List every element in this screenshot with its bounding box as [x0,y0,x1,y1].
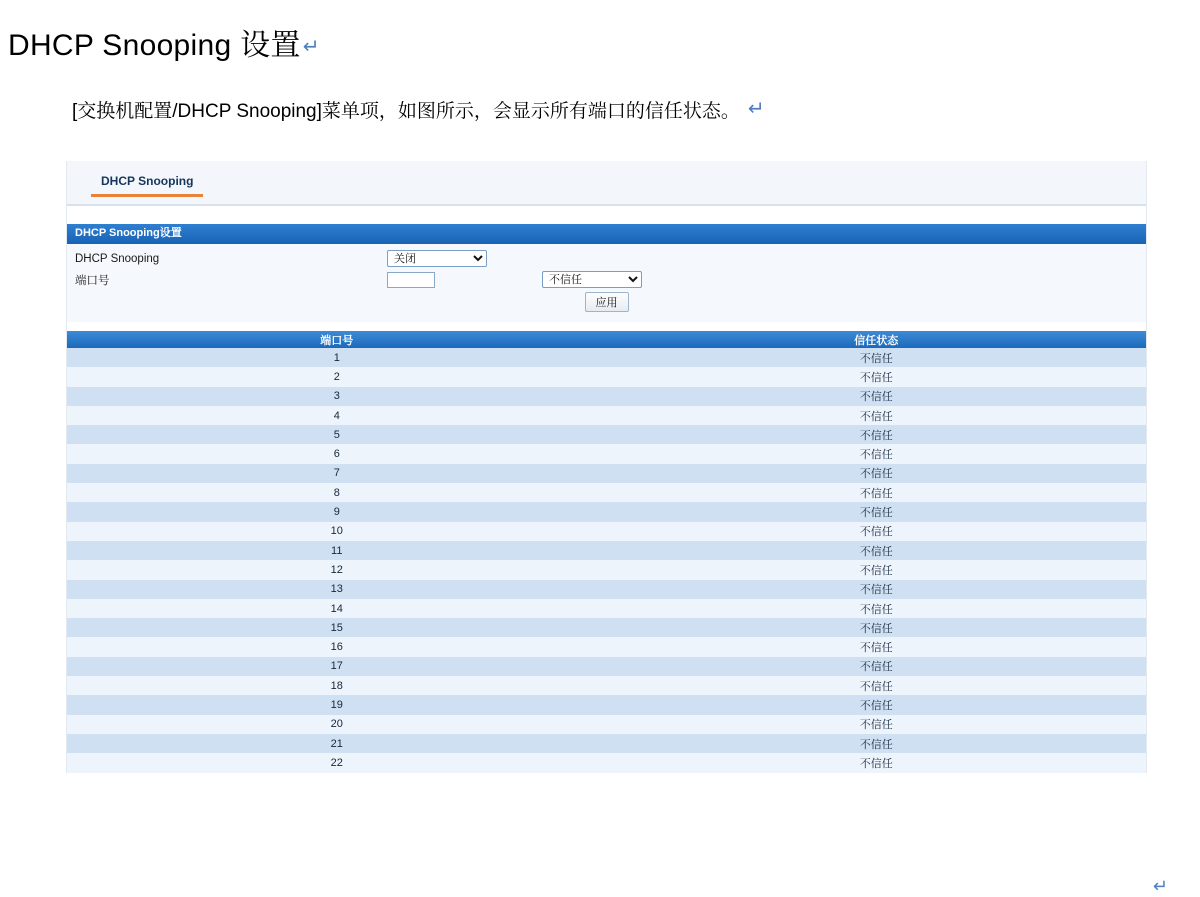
cell-trust-state: 不信任 [607,599,1147,618]
cell-trust-state: 不信任 [607,676,1147,695]
table-row [67,522,1146,541]
cell-port-number: 10 [67,522,607,541]
cell-port-number: 3 [67,387,607,406]
port-input-wrap [387,272,542,288]
cell-port-number: 21 [67,734,607,753]
cell-port-number: 7 [67,464,607,483]
table-body [67,348,1146,773]
embedded-screenshot [0,161,1200,896]
intro-paragraph-text: [交换机配置/DHCP Snooping]菜单项，如图所示，会显示所有端口的信任状态。 [72,101,740,122]
port-label: 端口号 [75,274,110,287]
cell-port-number: 19 [67,695,607,714]
table-row [67,387,1146,406]
trust-state-control [542,271,702,288]
table-row [67,560,1146,579]
cell-trust-state: 不信任 [607,637,1147,656]
cell-port-number: 18 [67,676,607,695]
tab-dhcp-snooping[interactable]: DHCP Snooping [91,171,203,197]
cell-trust-state: 不信任 [607,406,1147,425]
page-title [8,20,1200,64]
table-row [67,715,1146,734]
table-row [67,348,1146,367]
cell-trust-state: 不信任 [607,348,1147,367]
paragraph-mark-icon: ↵ [302,36,320,58]
cell-trust-state: 不信任 [607,657,1147,676]
table-row [67,367,1146,386]
table-row [67,425,1146,444]
cell-trust-state: 不信任 [607,580,1147,599]
table-row [67,444,1146,463]
table-row [67,541,1146,560]
switch-web-ui [66,161,1147,773]
table-row [67,599,1146,618]
table-row [67,695,1146,714]
cell-port-number: 8 [67,483,607,502]
trust-state-select[interactable] [542,271,642,288]
app-header [67,161,1146,206]
cell-port-number: 1 [67,348,607,367]
table-row [67,580,1146,599]
cell-port-number: 20 [67,715,607,734]
column-header-port: 端口号 [67,331,607,348]
page-title-text: DHCP Snooping 设置 [8,29,301,62]
cell-trust-state: 不信任 [607,560,1147,579]
cell-port-number: 5 [67,425,607,444]
cell-trust-state: 不信任 [607,695,1147,714]
table-row [67,483,1146,502]
cell-trust-state: 不信任 [607,734,1147,753]
cell-trust-state: 不信任 [607,715,1147,734]
table-gap [67,322,1146,331]
cell-trust-state: 不信任 [607,541,1147,560]
port-trust-table [67,331,1146,773]
cell-port-number: 2 [67,367,607,386]
table-row [67,464,1146,483]
cell-port-number: 12 [67,560,607,579]
form-row-port [67,269,1146,290]
cell-port-number: 17 [67,657,607,676]
paragraph-mark-icon: ↵ [1152,876,1168,896]
cell-trust-state: 不信任 [607,464,1147,483]
table-row [67,734,1146,753]
cell-port-number: 14 [67,599,607,618]
cell-port-number: 13 [67,580,607,599]
cell-port-number: 6 [67,444,607,463]
table-row [67,502,1146,521]
settings-form [67,244,1146,322]
cell-port-number: 22 [67,753,607,772]
cell-port-number: 11 [67,541,607,560]
table-row [67,753,1146,772]
cell-trust-state: 不信任 [607,425,1147,444]
paragraph-mark-icon: ↵ [747,98,765,120]
dhcp-snooping-control [387,250,542,267]
cell-trust-state: 不信任 [607,618,1147,637]
cell-port-number: 15 [67,618,607,637]
form-row-dhcp-snooping [67,248,1146,269]
cell-port-number: 16 [67,637,607,656]
cell-trust-state: 不信任 [607,483,1147,502]
column-header-trust-state: 信任状态 [607,331,1147,348]
table-row [67,618,1146,637]
table-head [67,331,1146,348]
cell-trust-state: 不信任 [607,753,1147,772]
table-row [67,657,1146,676]
table-header-row [67,331,1146,348]
cell-port-number: 9 [67,502,607,521]
port-input[interactable] [387,272,435,288]
apply-row [67,290,1146,316]
dhcp-snooping-label: DHCP Snooping [75,252,160,265]
cell-trust-state: 不信任 [607,522,1147,541]
cell-trust-state: 不信任 [607,444,1147,463]
cell-trust-state: 不信任 [607,387,1147,406]
dhcp-snooping-select[interactable] [387,250,487,267]
table-row [67,676,1146,695]
section-title-bar: DHCP Snooping设置 [67,224,1146,244]
cell-port-number: 4 [67,406,607,425]
table-row [67,406,1146,425]
cell-trust-state: 不信任 [607,367,1147,386]
apply-button[interactable]: 应用 [585,292,629,312]
table-row [67,637,1146,656]
cell-trust-state: 不信任 [607,502,1147,521]
intro-paragraph [72,94,1200,127]
header-spacer [67,206,1146,224]
